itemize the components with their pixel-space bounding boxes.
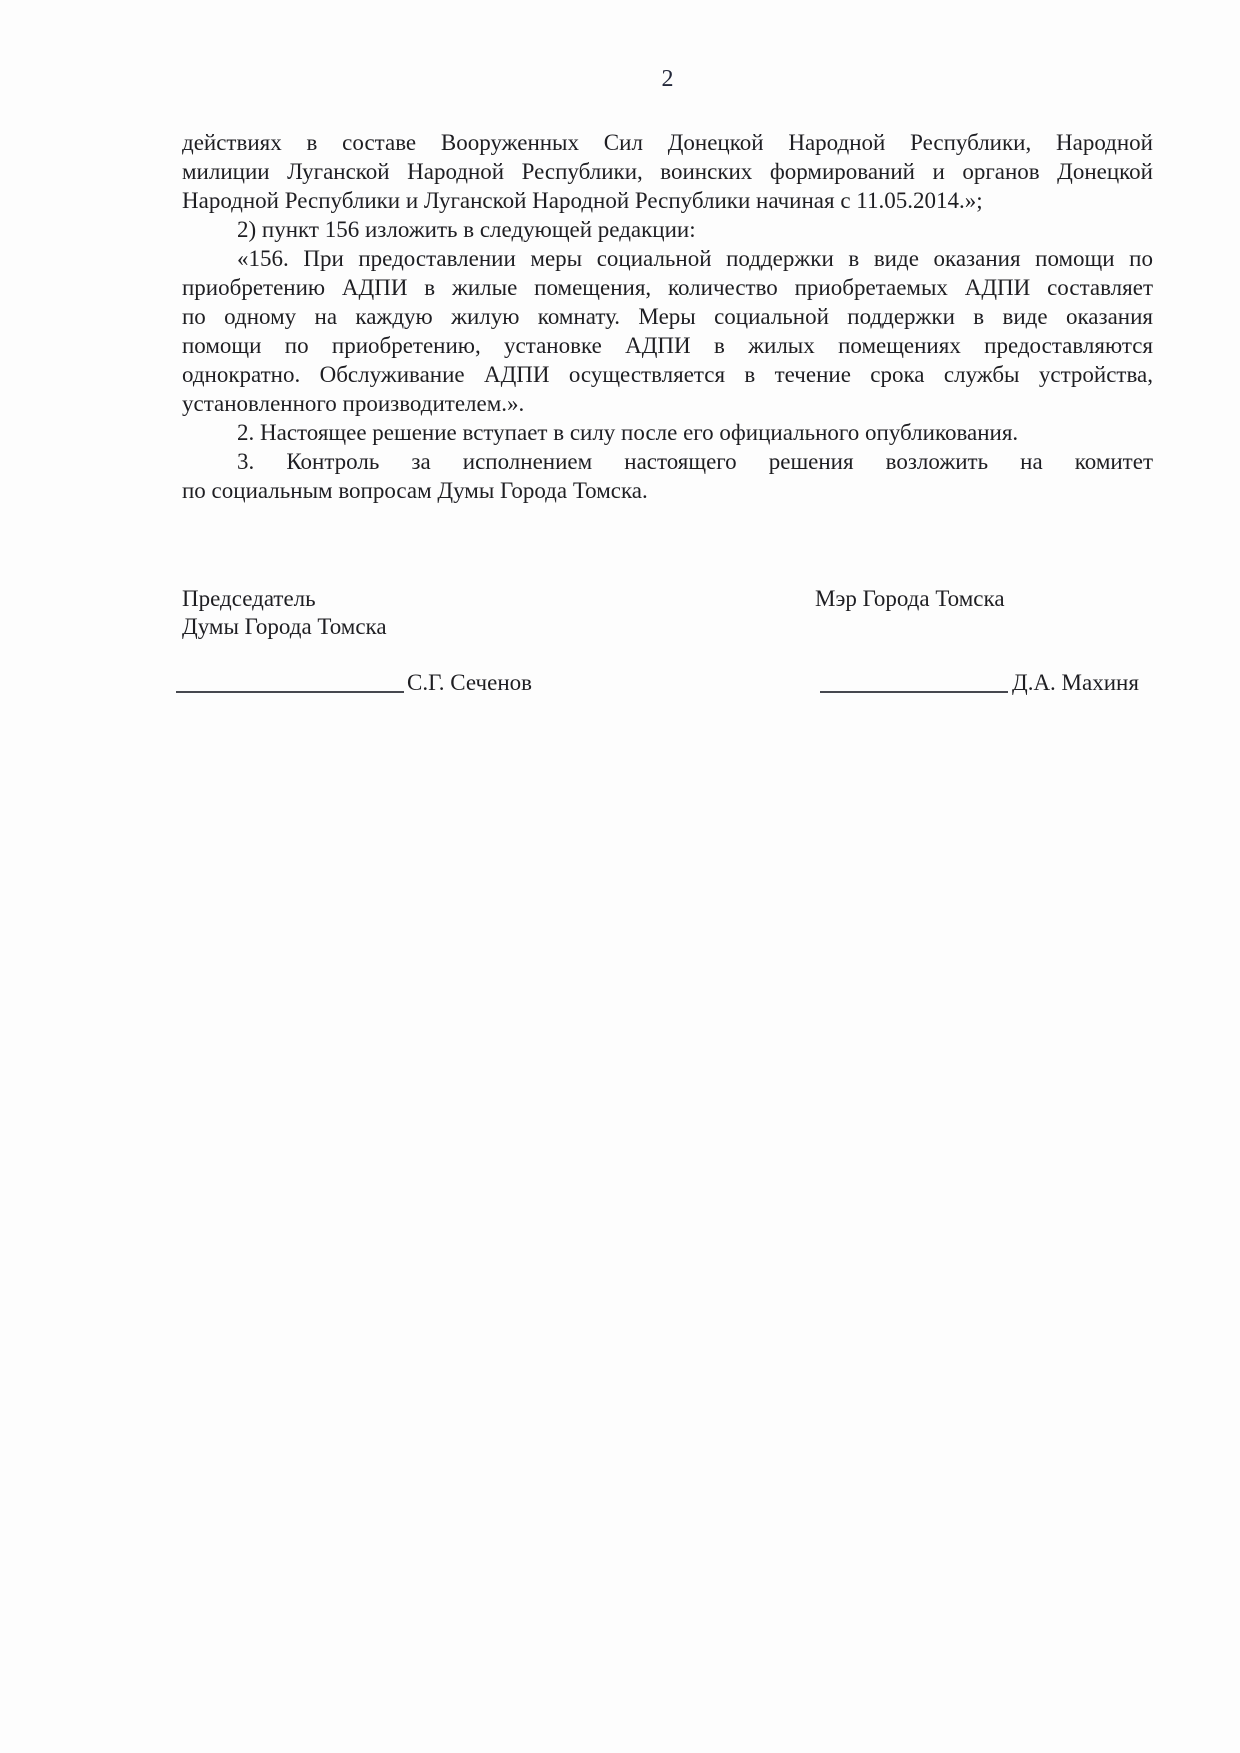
body-line: по социальным вопросам Думы Города Томска.: [182, 478, 648, 503]
body-line: 3. Контроль за исполнением настоящего решения возложить на комитет: [237, 449, 1153, 474]
body-line: 2) пункт 156 изложить в следующей редакции:: [237, 217, 696, 242]
signature-title-mayor: Мэр Города Томска: [815, 586, 1005, 611]
signature-name-right: Д.А. Махиня: [1012, 670, 1139, 695]
body-line: 2. Настоящее решение вступает в силу после его официального опубликования.: [237, 420, 1019, 445]
body-line: однократно. Обслуживание АДПИ осуществляется в течение срока службы устройства,: [182, 362, 1153, 387]
body-line: «156. При предоставлении меры социальной поддержки в виде оказания помощи по: [237, 246, 1153, 271]
body-line: приобретению АДПИ в жилые помещения, количество приобретаемых АДПИ составляет: [182, 275, 1153, 300]
signature-titles-row: [182, 613, 1153, 641]
body-line: установленного производителем.».: [182, 391, 525, 416]
body-line: по одному на каждую жилую комнату. Меры социальной поддержки в виде оказания: [182, 304, 1153, 329]
body-text: [182, 128, 1153, 505]
page-number: 2: [661, 66, 674, 92]
signature-names-row: [182, 668, 1153, 714]
body-line: действиях в составе Вооруженных Сил Донецкой Народной Республики, Народной: [182, 130, 1153, 155]
body-line: помощи по приобретению, установке АДПИ в жилых помещениях предоставляются: [182, 333, 1153, 358]
page-content: [182, 0, 1153, 714]
body-line: милиции Луганской Народной Республики, воинских формирований и органов Донецкой: [182, 159, 1153, 184]
signature-title-chairman-line2: Думы Города Томска: [182, 614, 387, 639]
signature-title-chairman-line1: Председатель: [182, 586, 316, 611]
signature-name-left: С.Г. Сеченов: [407, 670, 532, 695]
signature-titles-row: [182, 585, 1153, 613]
body-line: Народной Республики и Луганской Народной Республики начиная с 11.05.2014.»;: [182, 188, 983, 213]
signature-line-left: [176, 691, 404, 693]
signature-line-right: [820, 691, 1008, 693]
